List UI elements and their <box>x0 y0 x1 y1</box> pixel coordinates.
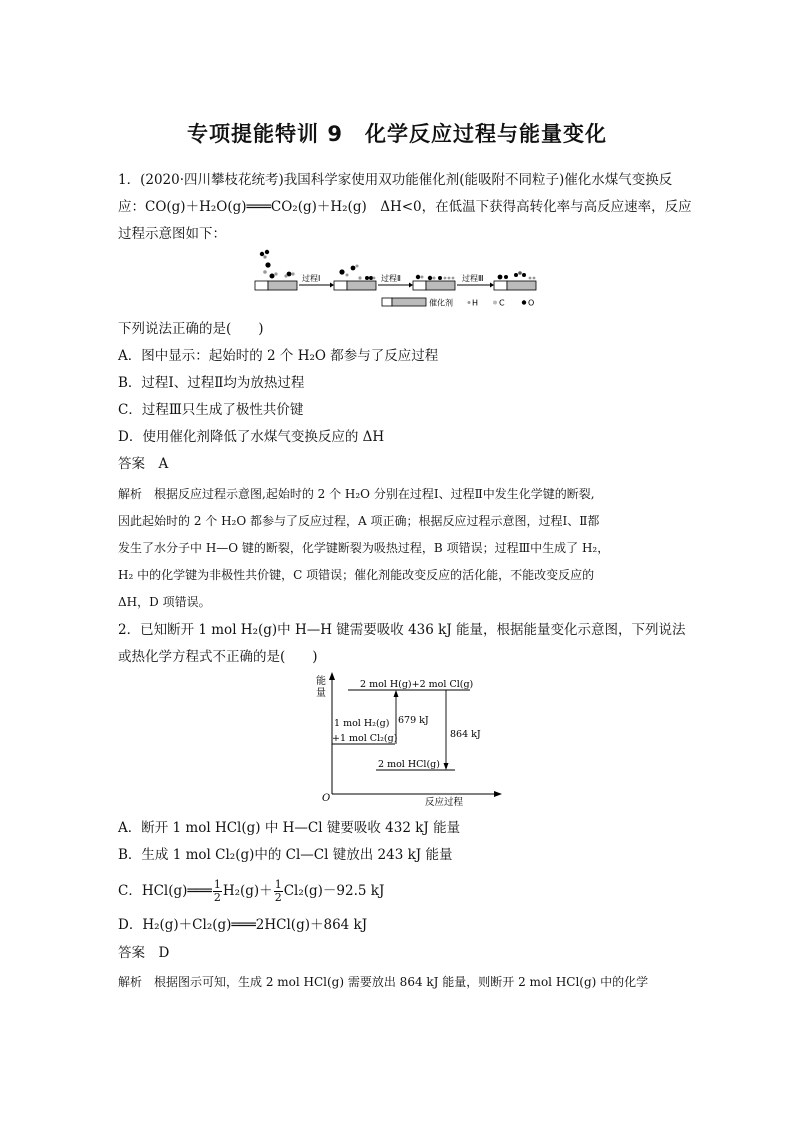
gap-679-label: 679 kJ <box>398 715 429 726</box>
q1-analysis-line2: 因此起始时的 2 个 H₂O 都参与了反应过程，A 项正确；根据反应过程示意图，过程Ⅰ、Ⅱ都 <box>118 514 600 528</box>
process-label-3: 过程Ⅲ <box>462 274 484 283</box>
q2-analysis-line1: 解析 根据图示可知，生成 2 mol HCl(g) 需要放出 864 kJ 能量，则断开 2 mol HCl(g) 中的化学 <box>118 975 649 989</box>
fraction-half-1: $\frac{1}{2}$ <box>213 878 221 904</box>
fraction-half-2: $\frac{1}{2}$ <box>274 878 282 904</box>
catalyst-surface-2 <box>334 281 376 290</box>
level-top-label: 2 mol H(g)+2 mol Cl(g) <box>360 679 474 690</box>
gap-864-label: 864 kJ <box>450 729 481 740</box>
process-arrow-3 <box>457 283 494 288</box>
q1-option-a: A．图中显示：起始时的 2 个 H₂O 都参与了反应过程 <box>118 348 439 364</box>
q2-option-b: B．生成 1 mol Cl₂(g)中的 Cl—Cl 键放出 243 kJ 能量 <box>118 847 453 863</box>
process-label-2: 过程Ⅱ <box>381 274 401 283</box>
q1-option-d: D．使用催化剂降低了水煤气变换反应的 ΔH <box>118 429 385 445</box>
legend-o: O <box>528 298 535 308</box>
y-axis-label-1: 能 <box>316 676 326 687</box>
process-label-1: 过程Ⅰ <box>302 274 321 283</box>
origin-label: O <box>322 793 331 804</box>
q1-analysis-line3: 发生了水分子中 H—O 键的断裂，化学键断裂为吸热过程，B 项错误；过程Ⅲ中生成了 H₂， <box>118 541 610 555</box>
q2-option-c-mid: H₂(g)＋ <box>222 883 273 899</box>
page-title: 专项提能特训 9 化学反应过程与能量变化 <box>187 122 607 146</box>
q2-option-c <box>118 878 384 905</box>
level-bottom-label: 2 mol HCl(g) <box>378 759 440 770</box>
legend-h: H <box>472 298 479 308</box>
q1-stem: 下列说法正确的是( ) <box>118 321 264 337</box>
q2-line1: 2．已知断开 1 mol H₂(g)中 H—H 键需要吸收 436 kJ 能量，根据能量变化示意图，下列说法 <box>118 622 686 638</box>
q2-answer: 答案 D <box>118 945 170 961</box>
level-middle-label-2: +1 mol Cl₂(g) <box>332 733 398 744</box>
molecules-stage-1 <box>260 250 295 279</box>
q2-option-c-end: Cl₂(g)－92.5 kJ <box>283 883 385 899</box>
q1-option-b: B．过程Ⅰ、过程Ⅱ均为放热过程 <box>118 375 305 391</box>
q1-analysis-line4: H₂ 中的化学键为非极性共价键，C 项错误；催化剂能改变反应的活化能，不能改变反应的 <box>118 568 595 582</box>
q1-line3: 过程示意图如下： <box>118 226 226 242</box>
q2-option-d: D．H₂(g)＋Cl₂(g)═══2HCl(g)＋864 kJ <box>118 917 368 933</box>
q1-analysis-line1: 解析 根据反应过程示意图,起始时的 2 个 H₂O 分别在过程Ⅰ、过程Ⅱ中发生化学键的断裂, <box>118 487 595 501</box>
level-middle-label-1: 1 mol H₂(g) <box>334 718 390 729</box>
catalyst-surface-4 <box>494 281 536 290</box>
y-axis-label-2: 量 <box>316 688 326 699</box>
q1-option-c: C．过程Ⅲ只生成了极性共价键 <box>118 402 304 418</box>
catalyst-surface-1 <box>255 281 297 290</box>
legend-c: C <box>499 298 505 308</box>
q1-line2: 应：CO(g)＋H₂O(g)═══CO₂(g)＋H₂(g) ΔH<0，在低温下获得高转化率与高反应速率，反应 <box>118 199 692 215</box>
arrow-864 <box>444 690 449 770</box>
q2-option-a: A．断开 1 mol HCl(g) 中 H—Cl 键要吸收 432 kJ 能量 <box>118 820 461 836</box>
molecules-stage-3 <box>416 275 455 280</box>
catalyst-surface-3 <box>413 281 455 290</box>
q1-line1: 1．(2020·四川攀枝花统考)我国科学家使用双功能催化剂(能吸附不同粒子)催化水煤气变换反 <box>118 172 673 188</box>
diagram-legend <box>382 298 534 308</box>
q1-analysis-line5: ΔH，D 项错误。 <box>118 595 211 609</box>
q1-answer: 答案 A <box>118 456 169 472</box>
molecules-stage-4 <box>498 271 536 279</box>
molecules-stage-2 <box>339 265 375 281</box>
q2-option-c-prefix: C．HCl(g)═══ <box>118 883 212 899</box>
q2-energy-diagram <box>310 670 510 812</box>
q2-line2: 或热化学方程式不正确的是( ) <box>118 649 318 665</box>
legend-catalyst: 催化剂 <box>429 298 453 308</box>
q1-reaction-diagram <box>250 248 550 312</box>
process-arrow-2 <box>378 283 413 288</box>
x-axis-label: 反应过程 <box>425 797 464 808</box>
process-arrow-1 <box>299 283 334 288</box>
